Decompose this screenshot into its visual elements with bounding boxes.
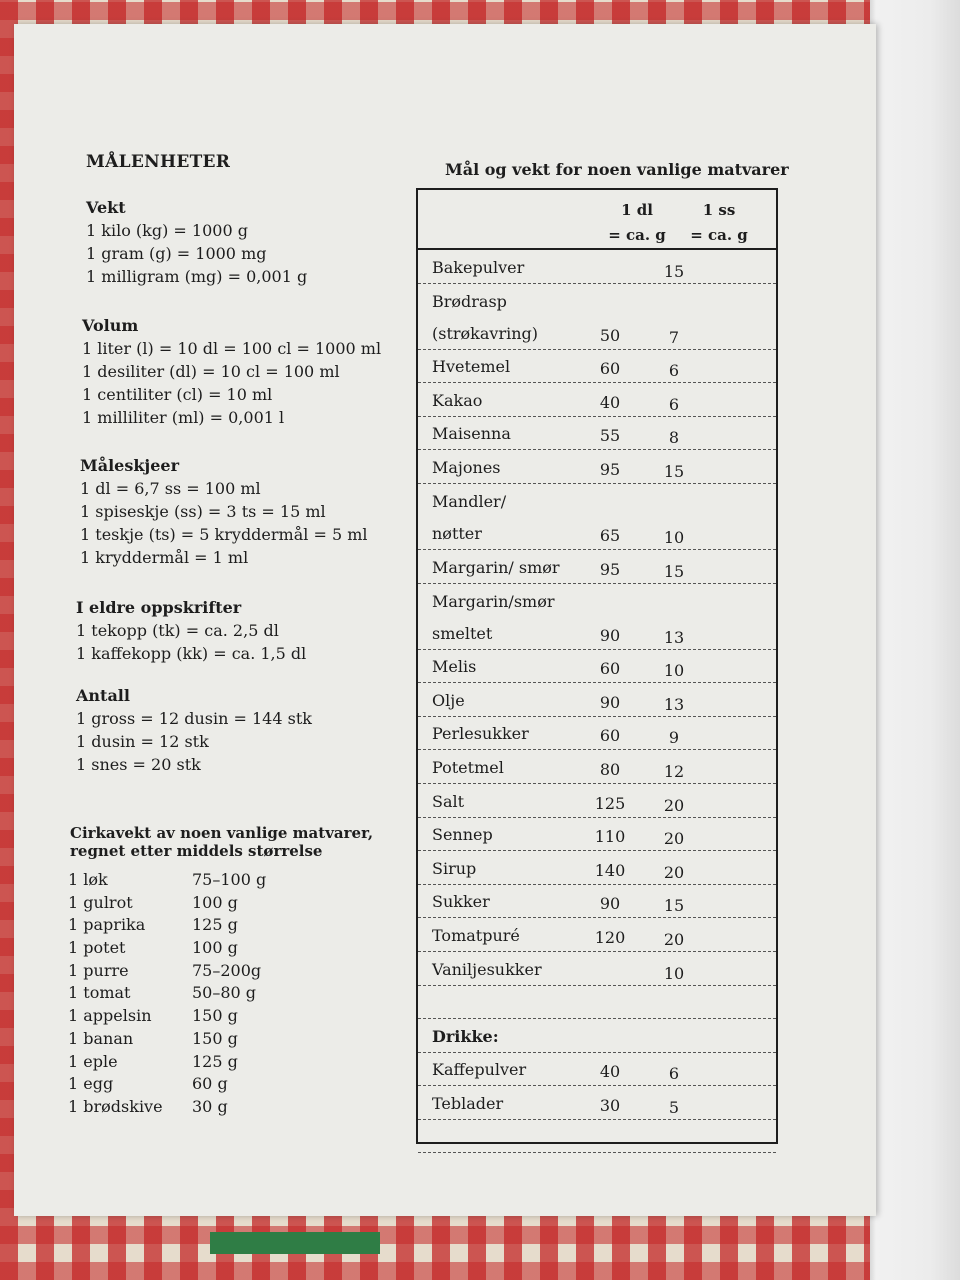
item-weight: 150 g xyxy=(192,1028,238,1048)
row-dl-value: 30 xyxy=(599,1095,621,1115)
units-line: 1 kaffekopp (kk) = ca. 1,5 dl xyxy=(76,644,307,663)
table-row xyxy=(418,1086,776,1120)
approx-weight-list xyxy=(68,870,328,1120)
approx-weight-heading xyxy=(70,824,373,860)
units-line: 1 snes = 20 stk xyxy=(76,755,201,774)
row-name: Hvetemel xyxy=(432,357,511,377)
table-row xyxy=(418,818,776,852)
row-dl-value: 110 xyxy=(594,827,626,847)
units-section-heading: Volum xyxy=(82,316,139,335)
row-name: Kakao xyxy=(432,390,483,410)
table-row xyxy=(418,986,776,1020)
table-row xyxy=(418,550,776,584)
table-row xyxy=(418,717,776,751)
item-name: 1 brødskive xyxy=(68,1096,163,1116)
units-section xyxy=(86,198,307,288)
row-dl-value: 125 xyxy=(594,793,626,813)
list-item xyxy=(68,1006,328,1029)
item-weight: 125 g xyxy=(192,1051,238,1071)
row-ss-value: 13 xyxy=(663,694,685,714)
list-item xyxy=(68,893,328,916)
approx-weight-heading-line1: Cirkavekt av noen vanlige matvarer, xyxy=(70,824,374,842)
row-name-line1: Brødrasp xyxy=(432,291,507,311)
item-name: 1 tomat xyxy=(68,983,131,1003)
row-dl-value: 95 xyxy=(599,559,621,579)
row-name: Majones xyxy=(432,457,501,477)
row-dl-value: 50 xyxy=(599,325,621,345)
table-row xyxy=(418,484,776,550)
row-dl-value: 40 xyxy=(599,392,621,412)
row-dl-value: 60 xyxy=(599,726,621,746)
col-ss-header-line1: 1 ss xyxy=(702,201,736,219)
row-dl-value: 55 xyxy=(599,426,621,446)
row-ss-value: 20 xyxy=(663,795,685,815)
table-row xyxy=(418,750,776,784)
row-ss-value: 15 xyxy=(663,261,685,281)
item-weight: 75–200g xyxy=(192,960,262,980)
row-dl-value: 60 xyxy=(599,359,621,379)
table-row xyxy=(418,284,776,350)
table-row xyxy=(418,1120,776,1154)
list-item xyxy=(68,1029,328,1052)
row-dl-value: 80 xyxy=(599,759,621,779)
row-name-line2: (strøkavring) xyxy=(432,323,538,343)
list-item xyxy=(68,938,328,961)
units-section xyxy=(76,598,306,665)
table-row xyxy=(418,417,776,451)
row-name: Teblader xyxy=(432,1093,504,1113)
list-item xyxy=(68,983,328,1006)
units-section-heading: I eldre oppskrifter xyxy=(76,598,242,617)
list-item xyxy=(68,915,328,938)
row-name: Perlesukker xyxy=(432,724,529,744)
row-dl-value: 120 xyxy=(594,927,626,947)
row-name: Margarin/ smør xyxy=(432,557,560,577)
units-line: 1 dusin = 12 stk xyxy=(76,732,209,751)
row-name: Kaffepulver xyxy=(432,1060,527,1080)
item-weight: 75–100 g xyxy=(192,870,267,889)
row-name-line1: Margarin/smør xyxy=(432,591,555,611)
units-line: 1 gram (g) = 1000 mg xyxy=(86,244,267,263)
table-header xyxy=(418,190,776,250)
row-name: Vaniljesukker xyxy=(432,959,542,979)
row-name-line2: smeltet xyxy=(432,623,493,643)
row-dl-value: 90 xyxy=(599,692,621,712)
row-ss-value: 10 xyxy=(663,527,685,547)
table-row xyxy=(418,683,776,717)
table-row xyxy=(418,584,776,650)
row-dl-value: 95 xyxy=(599,459,621,479)
units-line: 1 milligram (mg) = 0,001 g xyxy=(86,267,308,286)
row-dl-value: 140 xyxy=(594,860,626,880)
row-dl-value: 60 xyxy=(599,659,621,679)
row-ss-value: 6 xyxy=(668,1064,680,1084)
row-name: Melis xyxy=(432,657,477,677)
row-name: Drikke: xyxy=(432,1026,499,1046)
table-row xyxy=(418,885,776,919)
col-dl-header xyxy=(598,198,676,248)
item-weight: 60 g xyxy=(192,1074,228,1094)
row-name: Maisenna xyxy=(432,424,511,444)
units-section xyxy=(76,686,312,776)
item-weight: 100 g xyxy=(192,892,238,912)
table-body xyxy=(418,250,776,1153)
units-section-heading: Måleskjeer xyxy=(80,456,180,475)
table-row xyxy=(418,918,776,952)
list-item xyxy=(68,1097,328,1120)
row-ss-value: 15 xyxy=(663,896,685,916)
row-dl-value: 90 xyxy=(599,894,621,914)
units-column xyxy=(14,24,394,1216)
units-line: 1 gross = 12 dusin = 144 stk xyxy=(76,709,312,728)
table-title: Mål og vekt for noen vanlige matvarer xyxy=(445,160,789,179)
item-name: 1 potet xyxy=(68,938,126,958)
row-ss-value: 10 xyxy=(663,963,685,983)
table-row xyxy=(418,1053,776,1087)
row-ss-value: 9 xyxy=(668,728,680,748)
units-section-heading: Vekt xyxy=(86,198,126,217)
list-item xyxy=(68,1052,328,1075)
table-row xyxy=(418,1019,776,1053)
item-name: 1 appelsin xyxy=(68,1006,152,1026)
list-item xyxy=(68,870,328,893)
units-line: 1 tekopp (tk) = ca. 2,5 dl xyxy=(76,621,279,640)
item-weight: 50–80 g xyxy=(192,983,257,1003)
row-ss-value: 20 xyxy=(663,829,685,849)
item-name: 1 løk xyxy=(68,870,108,889)
table-row xyxy=(418,650,776,684)
row-ss-value: 6 xyxy=(668,394,680,414)
units-section xyxy=(82,316,381,429)
row-dl-value: 65 xyxy=(599,525,621,545)
units-section-heading: Antall xyxy=(76,686,130,705)
item-name: 1 egg xyxy=(68,1074,114,1094)
item-name: 1 banan xyxy=(68,1028,134,1048)
table-row xyxy=(418,350,776,384)
row-ss-value: 6 xyxy=(668,361,680,381)
col-dl-header-line1: 1 dl xyxy=(621,201,653,219)
col-ss-header xyxy=(680,198,758,248)
row-ss-value: 13 xyxy=(663,627,685,647)
units-line: 1 kryddermål = 1 ml xyxy=(80,548,249,567)
table-row xyxy=(418,383,776,417)
units-line: 1 desiliter (dl) = 10 cl = 100 ml xyxy=(82,362,340,381)
row-name: Bakepulver xyxy=(432,257,525,277)
item-weight: 100 g xyxy=(192,938,238,958)
units-line: 1 centiliter (cl) = 10 ml xyxy=(82,385,273,404)
row-ss-value: 15 xyxy=(663,461,685,481)
row-name: Potetmel xyxy=(432,757,504,777)
row-name: Salt xyxy=(432,791,465,811)
item-name: 1 paprika xyxy=(68,915,146,935)
row-name: Tomatpuré xyxy=(432,925,520,945)
table-row xyxy=(418,784,776,818)
row-name-line2: nøtter xyxy=(432,523,482,543)
row-ss-value: 5 xyxy=(668,1097,680,1117)
measure-table xyxy=(416,188,778,1144)
units-section xyxy=(80,456,368,569)
table-row xyxy=(418,851,776,885)
row-name: Sennep xyxy=(432,825,493,845)
table-row xyxy=(418,952,776,986)
item-weight: 150 g xyxy=(192,1006,238,1026)
list-item xyxy=(68,961,328,984)
book-cover-strip xyxy=(210,1232,380,1254)
page-title: MÅLENHETER xyxy=(86,152,231,172)
table-row xyxy=(418,450,776,484)
row-ss-value: 7 xyxy=(668,327,680,347)
units-line: 1 kilo (kg) = 1000 g xyxy=(86,221,248,240)
row-ss-value: 15 xyxy=(663,561,685,581)
row-ss-value: 10 xyxy=(663,661,685,681)
next-page-edge xyxy=(870,0,960,1280)
table-row xyxy=(418,250,776,284)
approx-weight-heading-line2: regnet etter middels størrelse xyxy=(70,842,323,860)
row-ss-value: 20 xyxy=(663,862,685,882)
book-page xyxy=(14,24,876,1216)
units-line: 1 spiseskje (ss) = 3 ts = 15 ml xyxy=(80,502,326,521)
row-dl-value: 40 xyxy=(599,1062,621,1082)
row-name: Sirup xyxy=(432,858,477,878)
col-ss-header-line2: = ca. g xyxy=(690,226,748,244)
units-line: 1 milliliter (ml) = 0,001 l xyxy=(82,408,285,427)
item-weight: 125 g xyxy=(192,915,238,935)
row-ss-value: 12 xyxy=(663,761,685,781)
item-name: 1 eple xyxy=(68,1051,118,1071)
row-ss-value: 20 xyxy=(663,929,685,949)
units-line: 1 liter (l) = 10 dl = 100 cl = 1000 ml xyxy=(82,339,382,358)
item-weight: 30 g xyxy=(192,1096,228,1116)
col-dl-header-line2: = ca. g xyxy=(608,226,666,244)
row-ss-value: 8 xyxy=(668,428,680,448)
row-dl-value: 90 xyxy=(599,625,621,645)
row-name: Olje xyxy=(432,690,465,710)
item-name: 1 gulrot xyxy=(68,892,133,912)
item-name: 1 purre xyxy=(68,960,129,980)
list-item xyxy=(68,1074,328,1097)
row-name: Sukker xyxy=(432,892,490,912)
units-line: 1 teskje (ts) = 5 kryddermål = 5 ml xyxy=(80,525,368,544)
units-line: 1 dl = 6,7 ss = 100 ml xyxy=(80,479,261,498)
row-name-line1: Mandler/ xyxy=(432,491,507,511)
